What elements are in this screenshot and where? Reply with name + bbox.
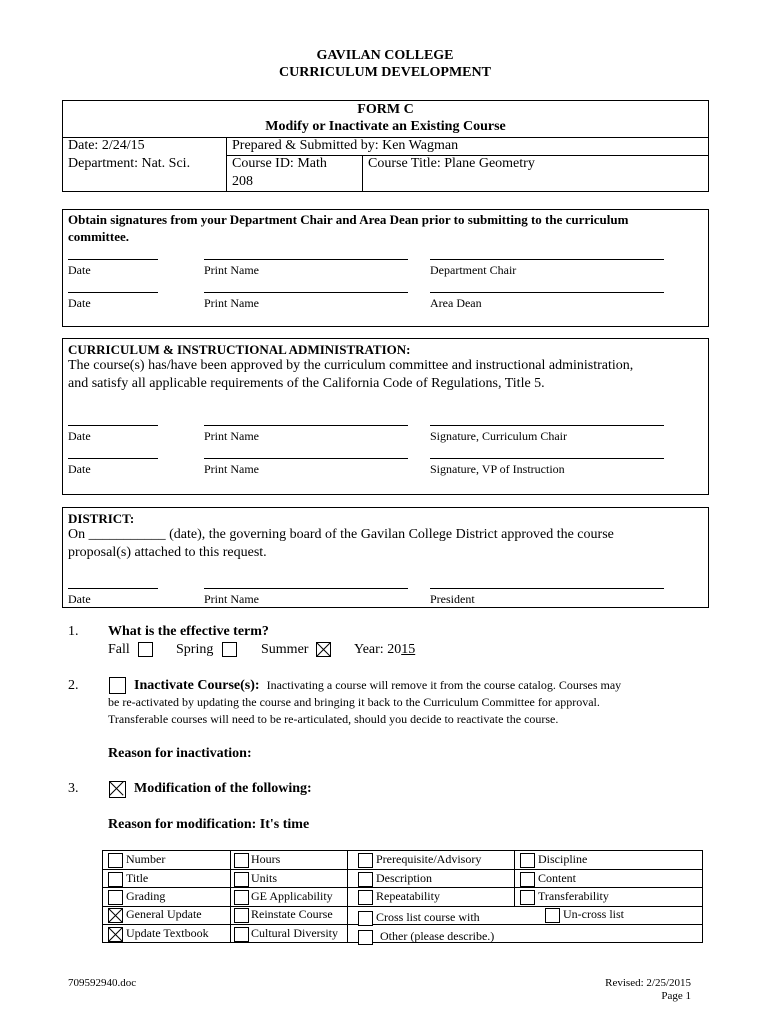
- print-name-line[interactable]: [204, 425, 408, 426]
- prerequisite-advisory-checkbox[interactable]: [358, 853, 373, 868]
- general-update-label: General Update: [126, 907, 202, 921]
- fall-checkbox[interactable]: [138, 642, 153, 657]
- curriculum-chair-line[interactable]: [430, 425, 664, 426]
- cultural-diversity-label: Cultural Diversity: [251, 926, 338, 940]
- form-col-divider: [226, 137, 227, 192]
- q2-text-line2: be re-activated by updating the course and bringing it back to the Curriculum Committee for approval.: [108, 695, 600, 709]
- vp-instruction-label: Signature, VP of Instruction: [430, 462, 565, 476]
- summer-label: Summer: [261, 642, 309, 657]
- area-dean-line[interactable]: [430, 292, 664, 293]
- district-text-cont: proposal(s) attached to this request.: [68, 545, 267, 560]
- year-label: Year: 20: [354, 642, 402, 657]
- table-col-divider: [230, 850, 231, 943]
- print-name-label: Print Name: [204, 462, 259, 476]
- transferability-checkbox[interactable]: [520, 890, 535, 905]
- curriculum-chair-label: Signature, Curriculum Chair: [430, 429, 567, 443]
- print-name-label: Print Name: [204, 296, 259, 310]
- signatures-instructions: Obtain signatures from your Department Chair and Area Dean prior to submitting to the curriculum: [68, 212, 629, 227]
- form-col-divider-2: [362, 155, 363, 192]
- number-label: Number: [126, 852, 166, 866]
- modification-reason: Reason for modification: It's time: [108, 817, 310, 832]
- date-line[interactable]: [68, 292, 158, 293]
- dept-chair-label: Department Chair: [430, 263, 517, 277]
- description-label: Description: [376, 871, 432, 885]
- table-row-divider: [102, 887, 703, 888]
- content-checkbox[interactable]: [520, 872, 535, 887]
- form-course-title: Course Title: Plane Geometry: [368, 156, 535, 171]
- q2-text-line3: Transferable courses will need to be re-articulated, should you decide to reactivate the course.: [108, 712, 559, 726]
- discipline-label: Discipline: [538, 852, 588, 866]
- reinstate-course-checkbox[interactable]: [234, 908, 249, 923]
- form-department: Department: Nat. Sci.: [68, 156, 191, 171]
- curriculum-text: The course(s) has/have been approved by the curriculum committee and instructional administration,: [68, 358, 634, 373]
- form-subtitle: Modify or Inactivate an Existing Course: [265, 119, 506, 134]
- title-label: Title: [126, 871, 149, 885]
- units-checkbox[interactable]: [234, 872, 249, 887]
- cultural-diversity-checkbox[interactable]: [234, 927, 249, 942]
- grading-label: Grading: [126, 889, 166, 903]
- other-please-describe-label: Other (please describe.): [380, 929, 495, 943]
- vp-instruction-line[interactable]: [430, 458, 664, 459]
- print-name-line[interactable]: [204, 292, 408, 293]
- president-label: President: [430, 592, 475, 606]
- district-heading: DISTRICT:: [68, 511, 135, 526]
- q1-title: What is the effective term?: [108, 624, 269, 639]
- cross-list-course-with-label: Cross list course with: [376, 910, 480, 924]
- transferability-label: Transferability: [538, 889, 609, 903]
- hours-checkbox[interactable]: [234, 853, 249, 868]
- number-checkbox[interactable]: [108, 853, 123, 868]
- other-please-describe-checkbox[interactable]: [358, 930, 373, 945]
- inactivate-checkbox[interactable]: [109, 677, 126, 694]
- grading-checkbox[interactable]: [108, 890, 123, 905]
- ge-applicability-label: GE Applicability: [251, 889, 333, 903]
- reinstate-course-label: Reinstate Course: [251, 907, 333, 921]
- repeatability-label: Repeatability: [376, 889, 440, 903]
- date-line[interactable]: [68, 588, 158, 589]
- area-dean-label: Area Dean: [430, 296, 482, 310]
- table-row-divider: [102, 869, 703, 870]
- form-date: Date: 2/24/15: [68, 138, 145, 153]
- q2-number: 2.: [68, 678, 79, 693]
- footer-page: Page 1: [661, 990, 691, 1002]
- year-field[interactable]: [354, 642, 415, 658]
- date-line[interactable]: [68, 425, 158, 426]
- date-label: Date: [68, 429, 91, 443]
- fall-label: Fall: [108, 642, 130, 657]
- form-course-id-number: 208: [232, 174, 253, 189]
- prerequisite-advisory-label: Prerequisite/Advisory: [376, 852, 482, 866]
- inactivation-reason-label: Reason for inactivation:: [108, 746, 252, 761]
- document-heading: CURRICULUM DEVELOPMENT: [279, 65, 491, 80]
- footer-filename: 709592940.doc: [68, 977, 137, 989]
- date-line[interactable]: [68, 458, 158, 459]
- q3-title: Modification of the following:: [134, 781, 312, 796]
- print-name-line[interactable]: [204, 588, 408, 589]
- ge-applicability-checkbox[interactable]: [234, 890, 249, 905]
- date-label: Date: [68, 462, 91, 476]
- un-cross-list-checkbox[interactable]: [545, 908, 560, 923]
- date-label: Date: [68, 296, 91, 310]
- q2-text: Inactivating a course will remove it from the course catalog. Courses may: [266, 678, 622, 692]
- spring-checkbox[interactable]: [222, 642, 237, 657]
- discipline-checkbox[interactable]: [520, 853, 535, 868]
- table-col-divider: [347, 850, 348, 943]
- title-checkbox[interactable]: [108, 872, 123, 887]
- general-update-checkbox[interactable]: [108, 908, 123, 923]
- district-text: On ___________ (date), the governing board of the Gavilan College District approved the course: [68, 527, 614, 542]
- form-course-id: Course ID: Math: [232, 156, 327, 171]
- repeatability-checkbox[interactable]: [358, 890, 373, 905]
- print-name-label: Print Name: [204, 263, 259, 277]
- print-name-label: Print Name: [204, 429, 259, 443]
- president-line[interactable]: [430, 588, 664, 589]
- print-name-label: Print Name: [204, 592, 259, 606]
- hours-label: Hours: [251, 852, 281, 866]
- date-label: Date: [68, 263, 91, 277]
- update-textbook-checkbox[interactable]: [108, 927, 123, 942]
- table-col-divider: [514, 850, 515, 906]
- cross-list-course-with-checkbox[interactable]: [358, 911, 373, 926]
- q3-number: 3.: [68, 781, 79, 796]
- signatures-instructions-cont: committee.: [68, 229, 129, 244]
- curriculum-text-cont: and satisfy all applicable requirements of the California Code of Regulations, Title 5.: [68, 376, 545, 391]
- dept-chair-line[interactable]: [430, 259, 664, 260]
- q2-title: Inactivate Course(s):: [134, 678, 260, 693]
- content-label: Content: [538, 871, 576, 885]
- footer-revised: Revised: 2/25/2015: [605, 977, 691, 989]
- date-line[interactable]: [68, 259, 158, 260]
- q1-number: 1.: [68, 624, 79, 639]
- un-cross-list-label: Un-cross list: [563, 907, 624, 921]
- college-name: GAVILAN COLLEGE: [316, 48, 454, 63]
- date-label: Date: [68, 592, 91, 606]
- spring-label: Spring: [176, 642, 214, 657]
- units-label: Units: [251, 871, 278, 885]
- print-name-line[interactable]: [204, 458, 408, 459]
- year-value: 15: [401, 642, 416, 657]
- curriculum-heading: CURRICULUM & INSTRUCTIONAL ADMINISTRATION:: [68, 342, 411, 357]
- print-name-line[interactable]: [204, 259, 408, 260]
- description-checkbox[interactable]: [358, 872, 373, 887]
- modification-checkbox[interactable]: [109, 781, 126, 798]
- q2-line: [134, 678, 621, 694]
- form-prepared-by: Prepared & Submitted by: Ken Wagman: [232, 138, 459, 153]
- summer-checkbox[interactable]: [316, 642, 331, 657]
- update-textbook-label: Update Textbook: [126, 926, 209, 940]
- form-title: FORM C: [357, 102, 414, 117]
